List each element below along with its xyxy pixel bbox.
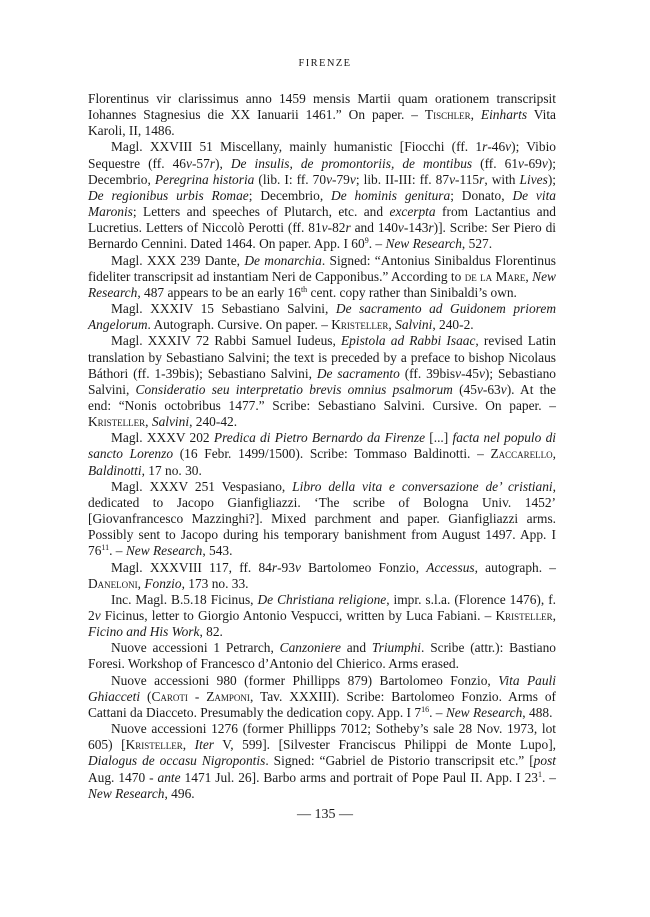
italic-text: v <box>185 155 192 171</box>
italic-text: New Research <box>88 785 165 801</box>
italic-text: Fonzio <box>144 575 182 591</box>
text-run: . – <box>368 236 386 252</box>
text-run: ); Decembrio, <box>88 155 556 187</box>
small-caps-author: de la Mare <box>464 268 526 284</box>
text-run: , <box>388 317 396 333</box>
text-run: )]. Scribe: Ser Piero di Bernardo Cennini. Dated 1464. On paper. App. I 60 <box>88 220 556 252</box>
superscript: th <box>300 284 308 294</box>
running-head: FIRENZE <box>298 58 352 69</box>
catalogue-entry <box>88 640 556 672</box>
text-run: - <box>187 688 207 704</box>
italic-text: Canzoniere <box>279 640 341 656</box>
italic-text: Salvini <box>395 317 433 333</box>
italic-text: Lives <box>519 171 548 187</box>
text-run: -143 <box>403 220 429 236</box>
text-run: ), <box>215 155 231 171</box>
text-run: Magl. XXXV 202 <box>111 430 214 446</box>
text-run: [...] <box>425 430 453 446</box>
italic-text: v <box>397 220 404 236</box>
text-run: , dedicated to Jacopo Gianfigliazzi. ‘The scribe of Bologna Univ. 1452’ [Giovanfrancesco Mazzinghi?]. Mixed parchment and paper. Gianfigliazzi arms. Possibly sent to Jacopo during his temporary banishment from August 1497. App. I 76 <box>88 478 556 559</box>
small-caps-author: Zaccarello <box>490 446 553 462</box>
text-run: (ff. 61 <box>472 155 519 171</box>
italic-text: Accessus <box>426 559 475 575</box>
catalogue-entry <box>88 560 556 592</box>
text-run: Nuove accessioni 980 (former Phillipps 879) Bartolomeo Fonzio, <box>111 672 499 688</box>
text-run: Bartolomeo Fonzio, <box>300 559 427 575</box>
text-run: (45 <box>452 381 477 397</box>
catalogue-entry <box>88 479 556 560</box>
italic-text: v <box>505 139 512 155</box>
catalogue-entry <box>88 721 556 802</box>
text-run: (16 Febr. 1499/1500). Scribe: Tommaso Baldinotti. – <box>173 446 491 462</box>
text-run: Inc. Magl. B.5.18 Ficinus, <box>111 591 258 607</box>
text-run: Ficinus, letter to Giorgio Antonio Vespucci, written by Luca Fabiani. – <box>100 608 496 623</box>
italic-text: v <box>541 155 548 171</box>
catalogue-entry <box>88 592 556 640</box>
small-caps-author: Kristeller <box>125 737 183 753</box>
text-run: (lib. I: ff. 70 <box>254 171 327 187</box>
text-run: -82 <box>327 220 346 236</box>
text-run: Vita Karoli, II, 1486. <box>88 107 556 139</box>
text-run: , 487 appears to be an early 16 <box>137 284 301 300</box>
text-run: and 140 <box>350 220 398 236</box>
catalogue-entries <box>88 91 556 802</box>
italic-text: r <box>428 220 434 236</box>
text-run: , impr. s.l.a. (Florence 1476), f. 2 <box>88 591 556 623</box>
text-run: , <box>525 268 533 284</box>
text-run: . – <box>109 543 126 559</box>
catalogue-entry <box>88 673 556 721</box>
text-run: , 17 no. 30. <box>141 462 202 478</box>
text-run: ; lib. II-III: ff. 87 <box>355 171 450 187</box>
text-run: , <box>552 446 556 462</box>
italic-text: De insulis, de promontoriis, de montibus <box>230 155 473 171</box>
italic-text: r <box>345 220 351 236</box>
text-run: Magl. XXXIV 72 Rabbi Samuel Iudeus, <box>111 333 341 349</box>
italic-text: Salvini <box>151 414 190 430</box>
catalogue-entry <box>88 253 556 301</box>
italic-text: De Christiana religione <box>257 591 387 607</box>
italic-text: New Research <box>88 268 556 300</box>
small-caps-author: Daneloni <box>88 575 138 591</box>
text-run: 1471 Jul. 26]. Barbo arms and portrait of Pope Paul II. App. I 23 <box>180 769 538 785</box>
italic-text: v <box>326 171 333 187</box>
italic-text: Predica di Pietro Bernardo da Firenze <box>213 430 426 446</box>
italic-text: post <box>533 753 556 769</box>
superscript: 16 <box>421 704 430 714</box>
text-run: cent. copy rather than Sinibaldi’s own. <box>307 284 517 300</box>
text-run: Nuove accessioni 1276 (former Phillipps 7012; Sotheby’s sale 28 Nov. 1973, lot 605) [ <box>88 721 556 753</box>
text-run: Nuove accessioni 1 Petrarch, <box>111 640 280 656</box>
italic-text: v <box>94 608 101 623</box>
small-caps-author: Kristeller <box>495 608 553 623</box>
text-run: -69 <box>524 155 542 171</box>
italic-text: Libro della vita e conversazione de’ cristiani <box>292 478 553 494</box>
italic-text: Einharts <box>480 107 528 123</box>
text-run: -45 <box>461 365 479 381</box>
italic-text: r <box>271 559 278 575</box>
italic-text: Triumphi <box>371 640 422 656</box>
text-run: and <box>340 640 372 656</box>
italic-text: r <box>209 155 216 171</box>
italic-text: facta nel populo di sancto Lorenzo <box>88 430 556 462</box>
text-run: Magl. XXVIII 51 Miscellany, mainly humanistic [Fiocchi (ff. 1 <box>111 139 483 155</box>
text-run: , 496. <box>164 785 195 801</box>
italic-text: New Research <box>445 704 523 720</box>
text-run: , 173 no. 33. <box>181 575 249 591</box>
italic-text: Ficino and His Work <box>88 624 200 640</box>
italic-text: De sacramento ad Guidonem priorem Angelorum <box>88 301 557 333</box>
italic-text: De vita Maronis <box>88 187 557 220</box>
italic-text: v <box>500 381 507 397</box>
catalogue-entry <box>88 333 556 430</box>
text-run: Magl. XXXIV 15 Sebastiano Salvini, <box>111 301 336 317</box>
text-run: -93 <box>277 559 295 575</box>
italic-text: v <box>294 559 301 575</box>
italic-text: Vita Pauli Ghiacceti <box>88 672 556 704</box>
italic-text: v <box>518 155 524 171</box>
italic-text: v <box>349 171 356 187</box>
italic-text: De monarchia <box>244 252 322 268</box>
text-run: ( <box>140 688 152 704</box>
small-caps-author: Kristeller <box>331 317 389 333</box>
text-run: , 82. <box>199 624 223 640</box>
page-number: — 135 — <box>297 807 353 822</box>
text-run: from Lactantius and Lucretius. Letters of Niccolò Perotti (ff. 81 <box>88 204 557 236</box>
italic-text: v <box>455 365 462 381</box>
text-run: , 543. <box>202 543 233 559</box>
text-run: ). At the end: “Nonis octobribus 1477.” Scribe: Sebastiano Salvini. Cursive. On paper. – <box>88 381 557 413</box>
text-run: ); Sebastiano Salvini, <box>88 365 556 397</box>
text-run: (ff. 39bis <box>399 365 456 381</box>
text-run: V, 599]. [Silvester Franciscus Philippi de Monte Lupo], <box>213 737 556 753</box>
superscript: 9 <box>364 236 369 246</box>
text-run: ; Letters and speeches of Plutarch, etc. and <box>132 204 390 220</box>
text-run: ; Donato, <box>450 187 513 203</box>
italic-text: v <box>449 171 456 187</box>
text-run: -115 <box>455 171 480 187</box>
text-run: Aug. 1470 - <box>88 769 158 785</box>
italic-text: r <box>482 139 488 155</box>
text-run: , 240-42. <box>189 414 238 430</box>
text-run: . Scribe (attr.): Bastiano Foresi. Workshop of Francesco d’Antonio del Chierico. Arms erased. <box>88 640 556 672</box>
catalogue-entry <box>88 301 556 333</box>
text-run: , <box>145 414 152 430</box>
italic-text: Dialogus de occasu Nigropontis <box>88 753 266 769</box>
italic-text: r <box>479 171 485 187</box>
superscript: 1 <box>538 769 542 779</box>
text-run: -79 <box>332 171 350 187</box>
text-run: , <box>470 107 481 123</box>
text-run: . – <box>429 704 446 720</box>
italic-text: v <box>321 220 328 236</box>
italic-text: De hominis genitura <box>331 187 451 203</box>
text-run: Magl. XXX 239 Dante, <box>111 252 245 268</box>
italic-text: v <box>478 365 485 381</box>
italic-text: excerpta <box>389 204 436 220</box>
italic-text: Iter <box>194 737 214 753</box>
text-run: Florentinus vir clarissimus anno 1459 mensis Martii quam orationem transcripsit Iohannes Stagnesius die XX Ianuarii 1461.” On paper. – <box>88 91 556 123</box>
text-run: , <box>137 575 145 591</box>
small-caps-author: Tischler <box>424 107 471 123</box>
small-caps-author: Caroti <box>151 688 188 704</box>
text-run: ); <box>547 171 556 187</box>
text-run: -63 <box>482 381 501 397</box>
text-run: , revised Latin translation by Sebastiano Salvini; the text is preceded by a preface to bishop Nicolaus Báthori (ff. 1-39bis); Sebastiano Salvini, <box>88 333 556 381</box>
text-run: , <box>552 608 556 623</box>
small-caps-author: Kristeller <box>88 414 146 430</box>
catalogue-entry <box>88 430 556 478</box>
text-run: -57 <box>191 155 210 171</box>
text-run: , with <box>484 171 520 187</box>
italic-text: De regionibus urbis Romae <box>88 187 249 203</box>
text-run: , 527. <box>461 236 493 252</box>
text-run: . Signed: “Gabriel de Pistorio transcripsit etc.” [ <box>265 753 534 769</box>
italic-text: New Research <box>125 543 203 559</box>
italic-text: ante <box>157 769 181 785</box>
text-run: Magl. XXXVIII 117, ff. 84 <box>111 559 272 575</box>
italic-text: v <box>476 381 483 397</box>
italic-text: De sacramento <box>316 365 400 381</box>
text-run: . Signed: “Antonius Sinibaldus Florentinus fideliter transcripsit ad instantiam Neri de Capponibus.” According to <box>88 252 557 284</box>
text-run: , Tav. XXXIII). Scribe: Bartolomeo Fonzio. Arms of Cattani da Diacceto. Presumably the dedication copy. App. I 7 <box>88 688 557 720</box>
italic-text: Peregrina historia <box>154 171 255 187</box>
text-run: , 240-2. <box>432 317 474 333</box>
text-run: -46 <box>487 139 506 155</box>
text-run: , autograph. – <box>474 559 556 575</box>
text-run: . – <box>542 769 557 785</box>
entry-continuation <box>88 91 556 139</box>
catalogue-entry <box>88 139 556 252</box>
italic-text: Consideratio seu interpretatio brevis omnius psalmorum <box>135 381 453 397</box>
italic-text: Baldinotti <box>88 462 142 478</box>
italic-text: Epistola ad Rabbi Isaac <box>340 333 476 349</box>
italic-text: New Research <box>385 236 462 252</box>
text-run: Magl. XXXV 251 Vespasiano, <box>111 478 293 494</box>
text-run: , 488. <box>522 704 553 720</box>
text-run: , <box>182 737 195 753</box>
text-run: . Autograph. Cursive. On paper. – <box>147 317 332 333</box>
small-caps-author: Zamponi <box>206 688 250 704</box>
text-run: ); Vibio Sequestre (ff. 46 <box>88 139 557 171</box>
superscript: 11 <box>101 543 110 553</box>
text-run: ; Decembrio, <box>248 187 332 203</box>
